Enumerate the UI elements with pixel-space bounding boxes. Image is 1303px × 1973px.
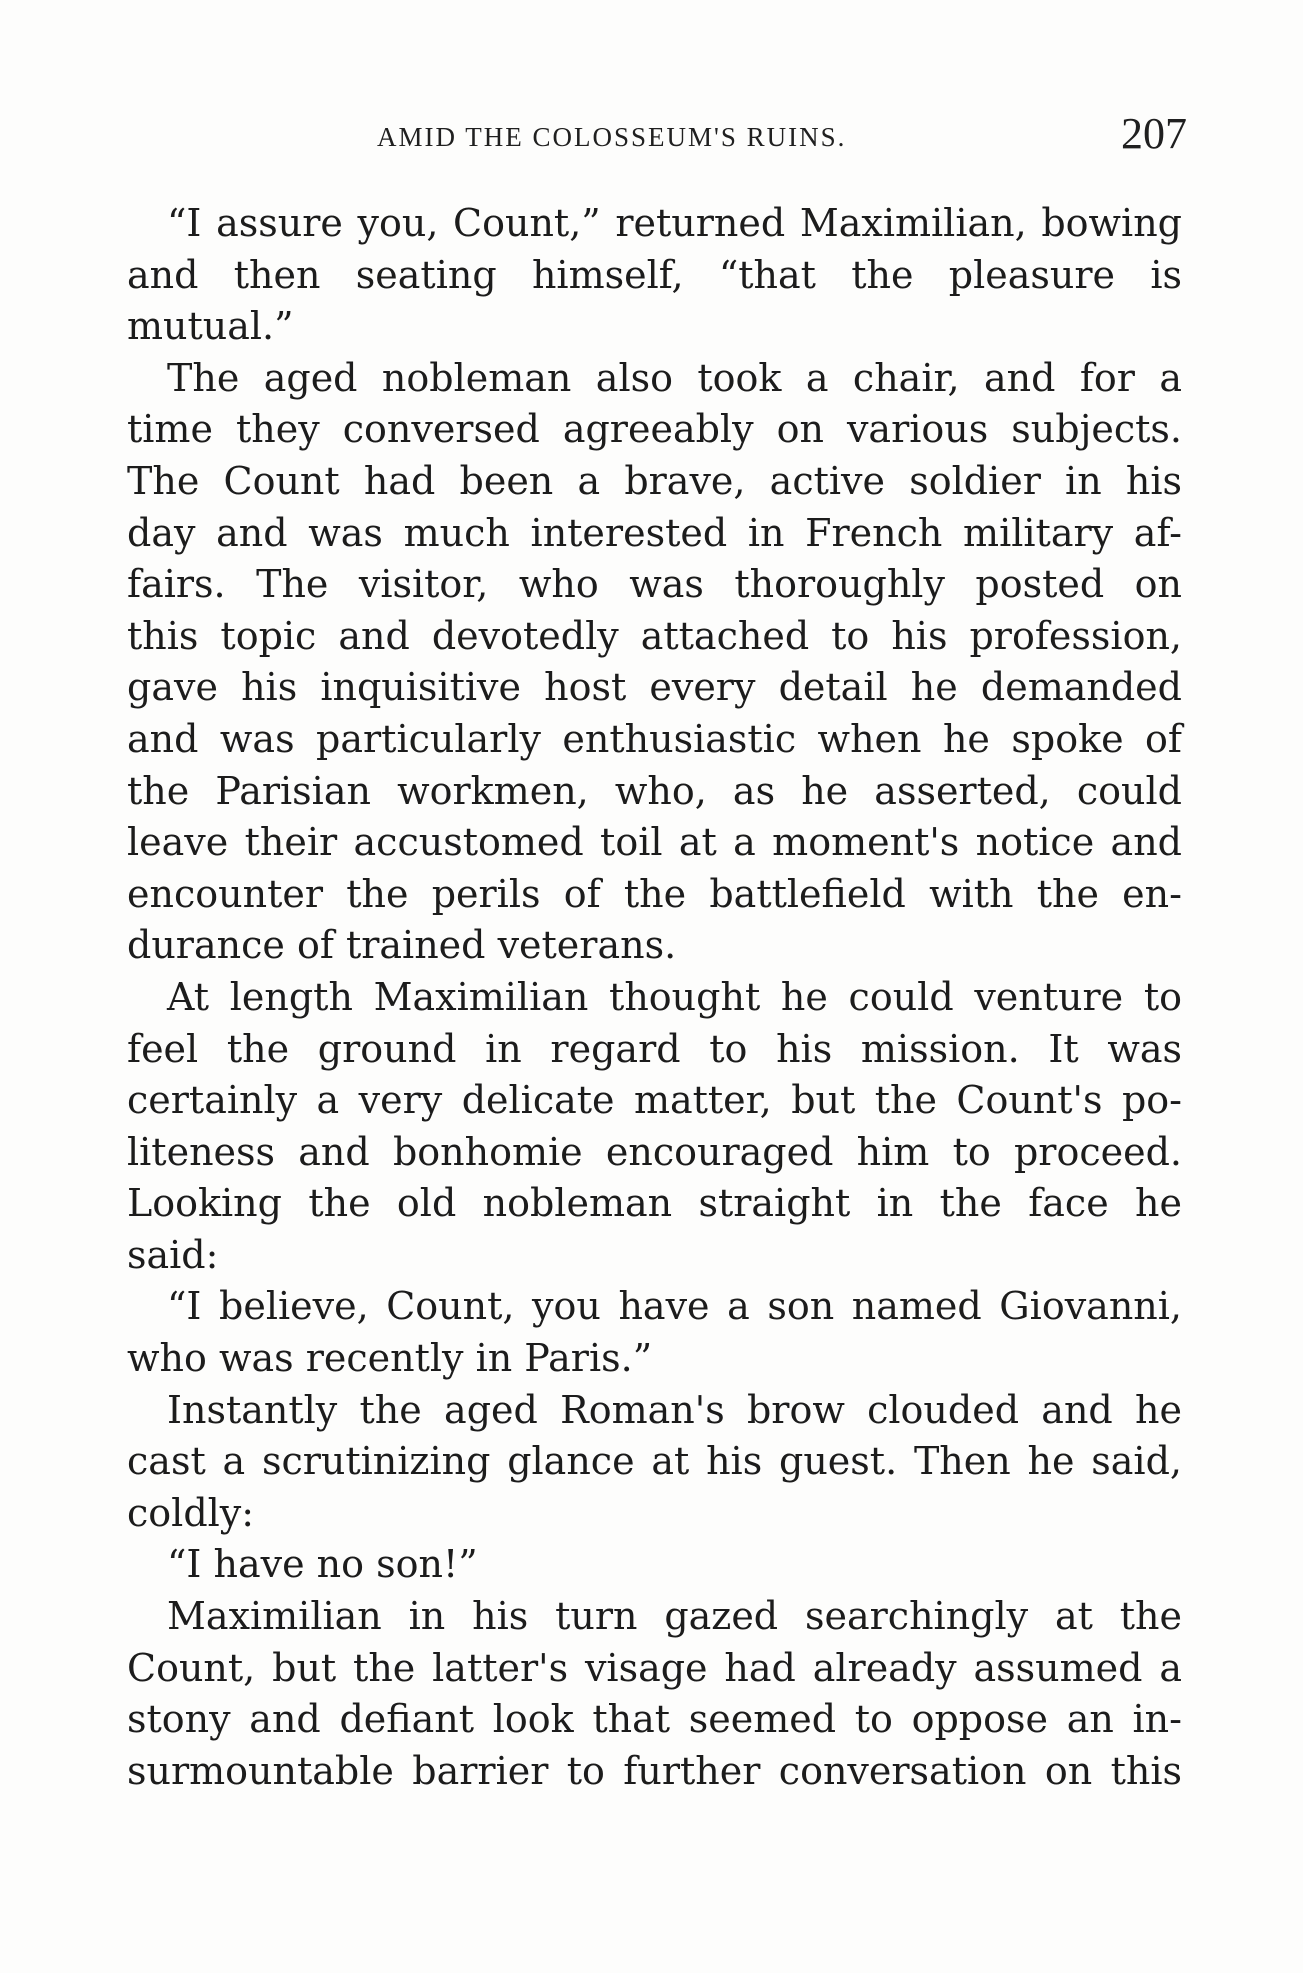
page-number: 207 [1121,109,1187,158]
text-line: mutual.” [127,304,294,349]
text-line: fairs. The visitor, who was thoroughly posted on [127,562,1182,607]
text-line: Instantly the aged Roman's brow clouded and he [167,1387,1182,1432]
text-line: coldly: [127,1490,255,1535]
text-line: “I believe, Count, you have a son named Giovanni, [167,1284,1182,1329]
text-line: the Parisian workmen, who, as he asserted, could [127,768,1182,813]
text-line: surmountable barrier to further conversation on this [127,1748,1182,1793]
text-line: The Count had been a brave, active soldier in his [127,458,1182,503]
text-line: day and was much interested in French military af- [127,510,1182,555]
text-line: “I have no son!” [167,1542,478,1587]
text-line: gave his inquisitive host every detail he demanded [127,665,1182,710]
page-header [127,108,1187,168]
text-line: stony and defiant look that seemed to oppose an in- [127,1697,1182,1742]
body-text [127,198,1182,1797]
running-head: AMID THE COLOSSEUM'S RUINS. [377,122,847,152]
text-line: At length Maximilian thought he could venture to [167,974,1182,1019]
text-line: durance of trained veterans. [127,923,677,968]
text-line: encounter the perils of the battlefield with the en- [127,871,1182,916]
text-line: who was recently in Paris.” [127,1336,653,1381]
text-line: said: [127,1232,219,1277]
text-line: time they conversed agreeably on various subjects. [127,407,1182,452]
text-line: “I assure you, Count,” returned Maximilian, bowing [167,201,1182,245]
text-line: feel the ground in regard to his mission. It was [127,1026,1182,1071]
text-line: Maximilian in his turn gazed searchingly at the [167,1594,1182,1639]
text-line: Count, but the latter's visage had already assumed a [127,1645,1182,1690]
text-line: and was particularly enthusiastic when he spoke of [127,716,1182,761]
text-line: Looking the old nobleman straight in the face he [127,1181,1182,1226]
text-line: cast a scrutinizing glance at his guest. Then he said, [127,1439,1182,1484]
text-line: and then seating himself, “that the pleasure is [127,252,1182,297]
text-line: certainly a very delicate matter, but the Count's po- [127,1078,1182,1123]
text-line: The aged nobleman also took a chair, and for a [167,355,1182,400]
text-line: leave their accustomed toil at a moment's notice and [127,820,1182,865]
text-line: this topic and devotedly attached to his profession, [127,613,1182,658]
text-line: liteness and bonhomie encouraged him to proceed. [127,1129,1182,1174]
